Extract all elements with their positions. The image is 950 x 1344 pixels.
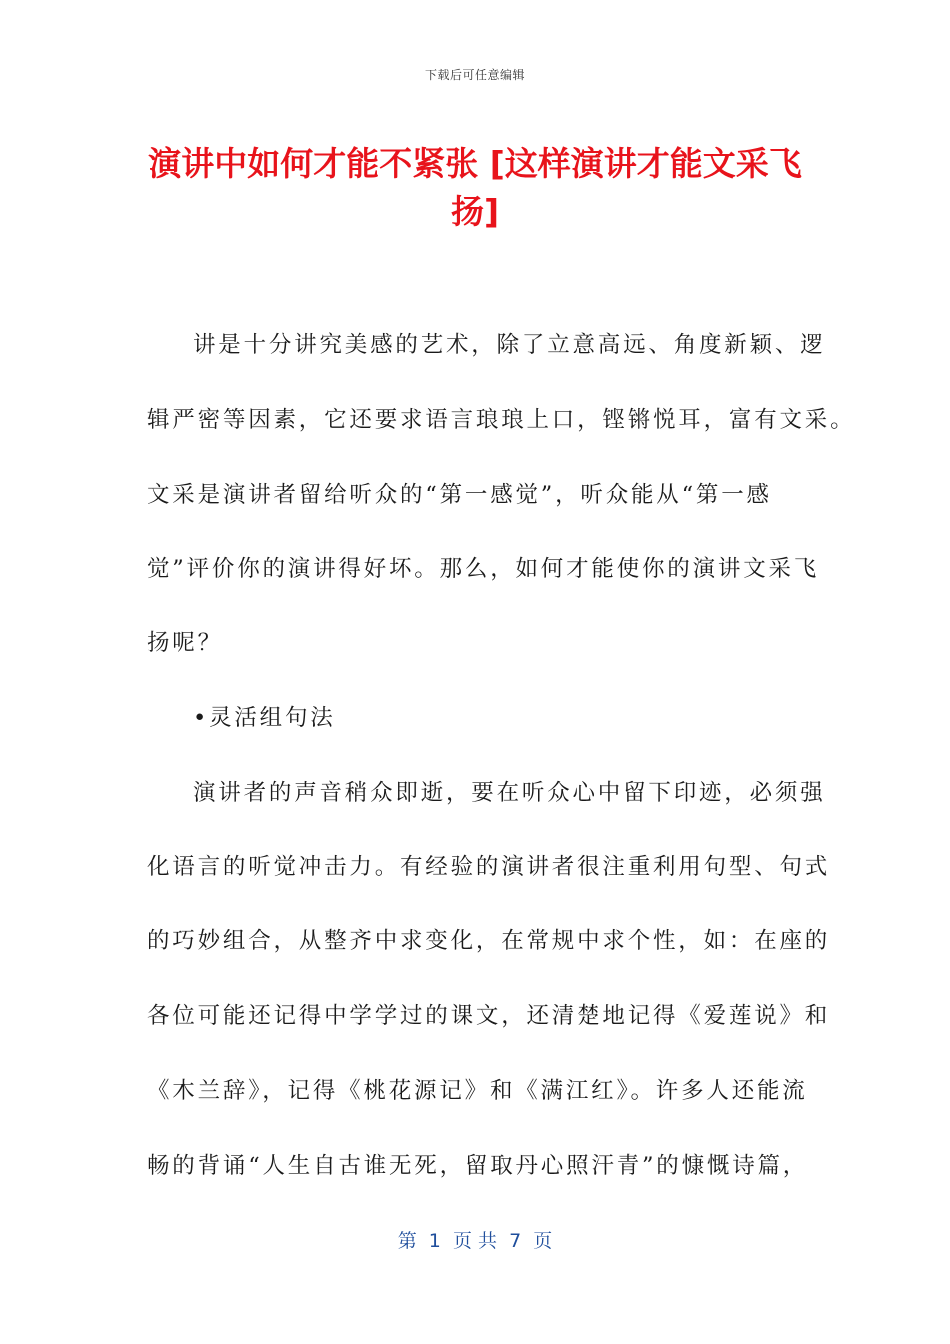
document-title [140,140,810,236]
paragraph-line: 化语言的听觉冲击力。有经验的演讲者很注重利用句型、句式 [147,854,831,880]
title-line-2: 扬] [450,192,500,231]
section-heading: •灵活组句法 [193,705,336,731]
paragraph-line: 讲是十分讲究美感的艺术，除了立意高远、角度新颖、逻 [193,332,826,358]
page-footer: 第 1 页 共 7 页 [397,1230,553,1252]
paragraph-line: 的巧妙组合，从整齐中求变化，在常规中求个性，如：在座的 [147,928,831,954]
paragraph-line: 演讲者的声音稍众即逝，要在听众心中留下印迹，必须强 [193,780,826,806]
paragraph-line: 辑严密等因素，它还要求语言琅琅上口，铿锵悦耳，富有文采。 [147,407,856,433]
paragraph-line: 扬呢？ [147,630,223,656]
paragraph-line: 《木兰辞》，记得《桃花源记》和《满江红》。许多人还能流 [147,1078,808,1104]
paragraph-line: 畅的背诵“人生自古谁无死，留取丹心照汗青”的慷慨诗篇， [147,1153,809,1179]
paragraph-line: 觉”评价你的演讲得好坏。那么，如何才能使你的演讲文采飞 [147,556,820,582]
paragraph-line: 文采是演讲者留给听众的“第一感觉”，听众能从“第一感 [147,482,772,508]
paragraph-line: 各位可能还记得中学学过的课文，还清楚地记得《爱莲说》和 [147,1003,831,1029]
header-note: 下载后可任意编辑 [424,68,525,82]
title-line-1: 演讲中如何才能不紧张 [这样演讲才能文采飞 [148,144,802,183]
